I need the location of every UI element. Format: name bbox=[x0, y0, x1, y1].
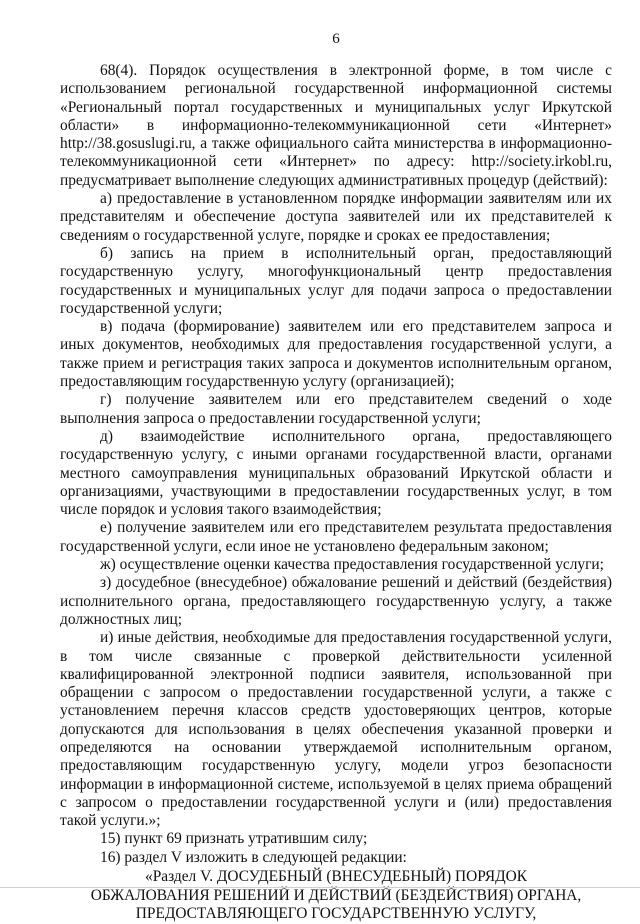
heading-line: ОБЖАЛОВАНИЯ РЕШЕНИЙ И ДЕЙСТВИЙ (БЕЗДЕЙСТВИЯ) ОРГАНА, bbox=[90, 886, 582, 904]
page-number: 6 bbox=[332, 31, 340, 47]
heading-line: ПРЕДОСТАВЛЯЮЩЕГО ГОСУДАРСТВЕННУЮ УСЛУГУ, bbox=[135, 905, 537, 923]
document-page bbox=[60, 20, 612, 923]
list-item-v: в) подача (формирование) заявителем или его представителем запроса и иных документов, необходимых для предоставления государственной услуги, а также прием и регистрация таких запроса и документов исполнительным органом, предоставляющим государственную услугу (организацией); bbox=[60, 318, 612, 391]
list-item-z: з) досудебное (внесудебное) обжалование решений и действий (бездействия) исполнительного органа, предоставляющего государственную услугу, а также должностных лиц; bbox=[60, 574, 612, 628]
heading-line: «Раздел V. ДОСУДЕБНЫЙ (ВНЕСУДЕБНЫЙ) ПОРЯДОК bbox=[145, 868, 527, 886]
list-item-b: б) запись на прием в исполнительный орган, предоставляющий государственную услугу, многофункциональный центр предоставления государственных и муниципальных услуг для подачи запроса о предоставлении государственной услуги; bbox=[60, 244, 612, 317]
item-16: 16) раздел V изложить в следующей редакции: bbox=[100, 848, 407, 866]
list-item-e: е) получение заявителем или его представителем результата предоставления государственной услуги, если иное не установлено федеральным законом; bbox=[60, 519, 612, 555]
page-bottom-rule bbox=[0, 887, 640, 888]
list-item-g: г) получение заявителем или его представителем сведений о ходе выполнения запроса о предоставлении государственной услуги; bbox=[60, 391, 612, 427]
list-item-zh: ж) осуществление оценки качества предоставления государственной услуги; bbox=[100, 556, 604, 574]
paragraph-68-4: 68(4). Порядок осуществления в электронной форме, в том числе с использованием региональной государственной информационной системы «Региональный портал государственных и муниципальных услуг Иркутской области» в информационно-телекоммуникационной сети «Интернет» http://38.gosuslugi.ru, а также официального сайта министерства в информационно-телекоммуникационной сети «Интернет» по адресу: http://society.irkobl.ru, предусматривает выполнение следующих административных процедур (действий): bbox=[60, 62, 612, 189]
list-item-i: и) иные действия, необходимые для предоставления государственной услуги, в том числе связанные с проверкой действительности усиленной квалифицированной электронной подписи заявителя, использованной при обращении с запросом о предоставлении государственной услуги, а также с установлением перечня классов средств удостоверяющих центров, которые допускаются для использования в целях обеспечения указанной проверки и определяются на основании утверждаемой исполнительным органом, предоставляющим государственную услугу, модели угроз безопасности информации в информационной системе, используемой в целях приема обращений с запросом о предоставлении государственной услуги и (или) предоставления такой услуги.»; bbox=[60, 629, 612, 830]
item-15: 15) пункт 69 признать утратившим силу; bbox=[100, 830, 368, 848]
section-v-heading bbox=[60, 868, 612, 924]
list-item-a: а) предоставление в установленном порядке информации заявителям или их представителям и обеспечение доступа заявителей или их представителей к сведениям о государственной услуге, порядке и сроках ее предоставления; bbox=[60, 190, 612, 244]
list-item-d: д) взаимодействие исполнительного органа, предоставляющего государственную услугу, с иными органами государственной власти, органами местного самоуправления муниципальных образований Иркутской области и организациями, участвующими в предоставлении государственных услуг, в том числе порядок и условия такого взаимодействия; bbox=[60, 427, 612, 519]
